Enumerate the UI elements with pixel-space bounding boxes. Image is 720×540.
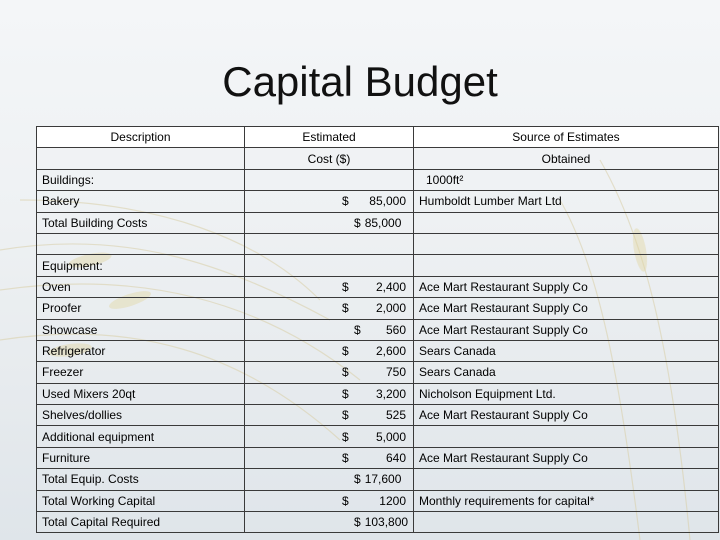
cost-value: 560 — [385, 322, 406, 337]
cost-value: 2,000 — [375, 301, 406, 316]
row-description: Equipment: — [37, 255, 245, 276]
row-source — [414, 512, 719, 533]
row-cost — [245, 469, 414, 490]
row-source: Ace Mart Restaurant Supply Co — [414, 319, 719, 340]
currency-symbol: $ — [342, 279, 349, 294]
cost-value: 5,000 — [375, 429, 406, 444]
cost-value: 3,200 — [375, 386, 406, 401]
table-row — [37, 319, 719, 340]
row-cost — [245, 426, 414, 447]
currency-symbol: $ — [342, 386, 349, 401]
row-cost — [245, 276, 414, 297]
table-row — [37, 191, 719, 212]
row-source: Sears Canada — [414, 340, 719, 361]
cost-value: 85,000 — [364, 215, 402, 230]
table-row — [37, 169, 719, 190]
row-description: Total Building Costs — [37, 212, 245, 233]
row-source — [414, 255, 719, 276]
row-description: Total Working Capital — [37, 490, 245, 511]
row-cost — [245, 340, 414, 361]
cost-value: 103,800 — [364, 515, 409, 530]
row-description: Shelves/dollies — [37, 405, 245, 426]
currency-symbol: $ — [354, 472, 361, 487]
currency-symbol: $ — [342, 344, 349, 359]
row-description — [37, 233, 245, 254]
row-source: Ace Mart Restaurant Supply Co — [414, 298, 719, 319]
row-cost — [245, 405, 414, 426]
header-row-2 — [37, 148, 719, 169]
currency-symbol: $ — [342, 194, 349, 209]
table-row — [37, 447, 719, 468]
row-cost — [245, 383, 414, 404]
row-description: Oven — [37, 276, 245, 297]
header-blank — [37, 148, 245, 169]
row-description: Bakery — [37, 191, 245, 212]
cost-value: 85,000 — [369, 194, 406, 209]
currency-symbol: $ — [342, 429, 349, 444]
table-row — [37, 469, 719, 490]
cost-value: 17,600 — [364, 472, 402, 487]
currency-symbol: $ — [342, 408, 349, 423]
row-cost — [245, 212, 414, 233]
table-row — [37, 405, 719, 426]
table-row — [37, 383, 719, 404]
header-estimated: Estimated — [245, 127, 414, 148]
cost-value: 525 — [385, 408, 406, 423]
table-row — [37, 276, 719, 297]
row-cost — [245, 512, 414, 533]
row-cost — [245, 447, 414, 468]
header-cost-unit: Cost ($) — [245, 148, 414, 169]
cost-value: 2,600 — [375, 344, 406, 359]
row-source: Humboldt Lumber Mart Ltd — [414, 191, 719, 212]
row-cost — [245, 191, 414, 212]
row-cost — [245, 169, 414, 190]
cost-value: 2,400 — [375, 279, 406, 294]
row-source: Sears Canada — [414, 362, 719, 383]
capital-budget-table — [36, 126, 719, 533]
row-source: Nicholson Equipment Ltd. — [414, 383, 719, 404]
row-description: Furniture — [37, 447, 245, 468]
header-source: Source of Estimates — [414, 127, 719, 148]
currency-symbol: $ — [354, 215, 361, 230]
currency-symbol: $ — [354, 322, 361, 337]
row-source — [414, 233, 719, 254]
table-row — [37, 426, 719, 447]
table-row — [37, 490, 719, 511]
table-row — [37, 233, 719, 254]
row-description: Showcase — [37, 319, 245, 340]
row-source: Ace Mart Restaurant Supply Co — [414, 447, 719, 468]
currency-symbol: $ — [342, 451, 349, 466]
table-row — [37, 298, 719, 319]
table-row — [37, 340, 719, 361]
row-cost — [245, 319, 414, 340]
currency-symbol: $ — [342, 301, 349, 316]
row-description: Refrigerator — [37, 340, 245, 361]
cost-value: 640 — [385, 451, 406, 466]
row-source: Ace Mart Restaurant Supply Co — [414, 276, 719, 297]
header-description: Description — [37, 127, 245, 148]
row-cost — [245, 298, 414, 319]
row-cost — [245, 490, 414, 511]
cost-value: 750 — [385, 365, 406, 380]
table-row — [37, 362, 719, 383]
row-description: Total Capital Required — [37, 512, 245, 533]
row-description: Proofer — [37, 298, 245, 319]
row-cost — [245, 233, 414, 254]
currency-symbol: $ — [342, 493, 349, 508]
currency-symbol: $ — [342, 365, 349, 380]
row-source — [414, 469, 719, 490]
row-description: Additional equipment — [37, 426, 245, 447]
table-row — [37, 512, 719, 533]
row-source — [414, 212, 719, 233]
row-description: Freezer — [37, 362, 245, 383]
header-row-1 — [37, 127, 719, 148]
row-source: Ace Mart Restaurant Supply Co — [414, 405, 719, 426]
row-description: Total Equip. Costs — [37, 469, 245, 490]
row-source — [414, 426, 719, 447]
row-source: Monthly requirements for capital* — [414, 490, 719, 511]
row-cost — [245, 362, 414, 383]
row-cost — [245, 255, 414, 276]
row-description: Used Mixers 20qt — [37, 383, 245, 404]
row-source: 1000ft² — [414, 169, 719, 190]
cost-value: 1200 — [379, 493, 406, 508]
currency-symbol: $ — [354, 515, 361, 530]
table-row — [37, 212, 719, 233]
header-obtained: Obtained — [414, 148, 719, 169]
table-row — [37, 255, 719, 276]
page-title: Capital Budget — [222, 58, 498, 105]
row-description: Buildings: — [37, 169, 245, 190]
